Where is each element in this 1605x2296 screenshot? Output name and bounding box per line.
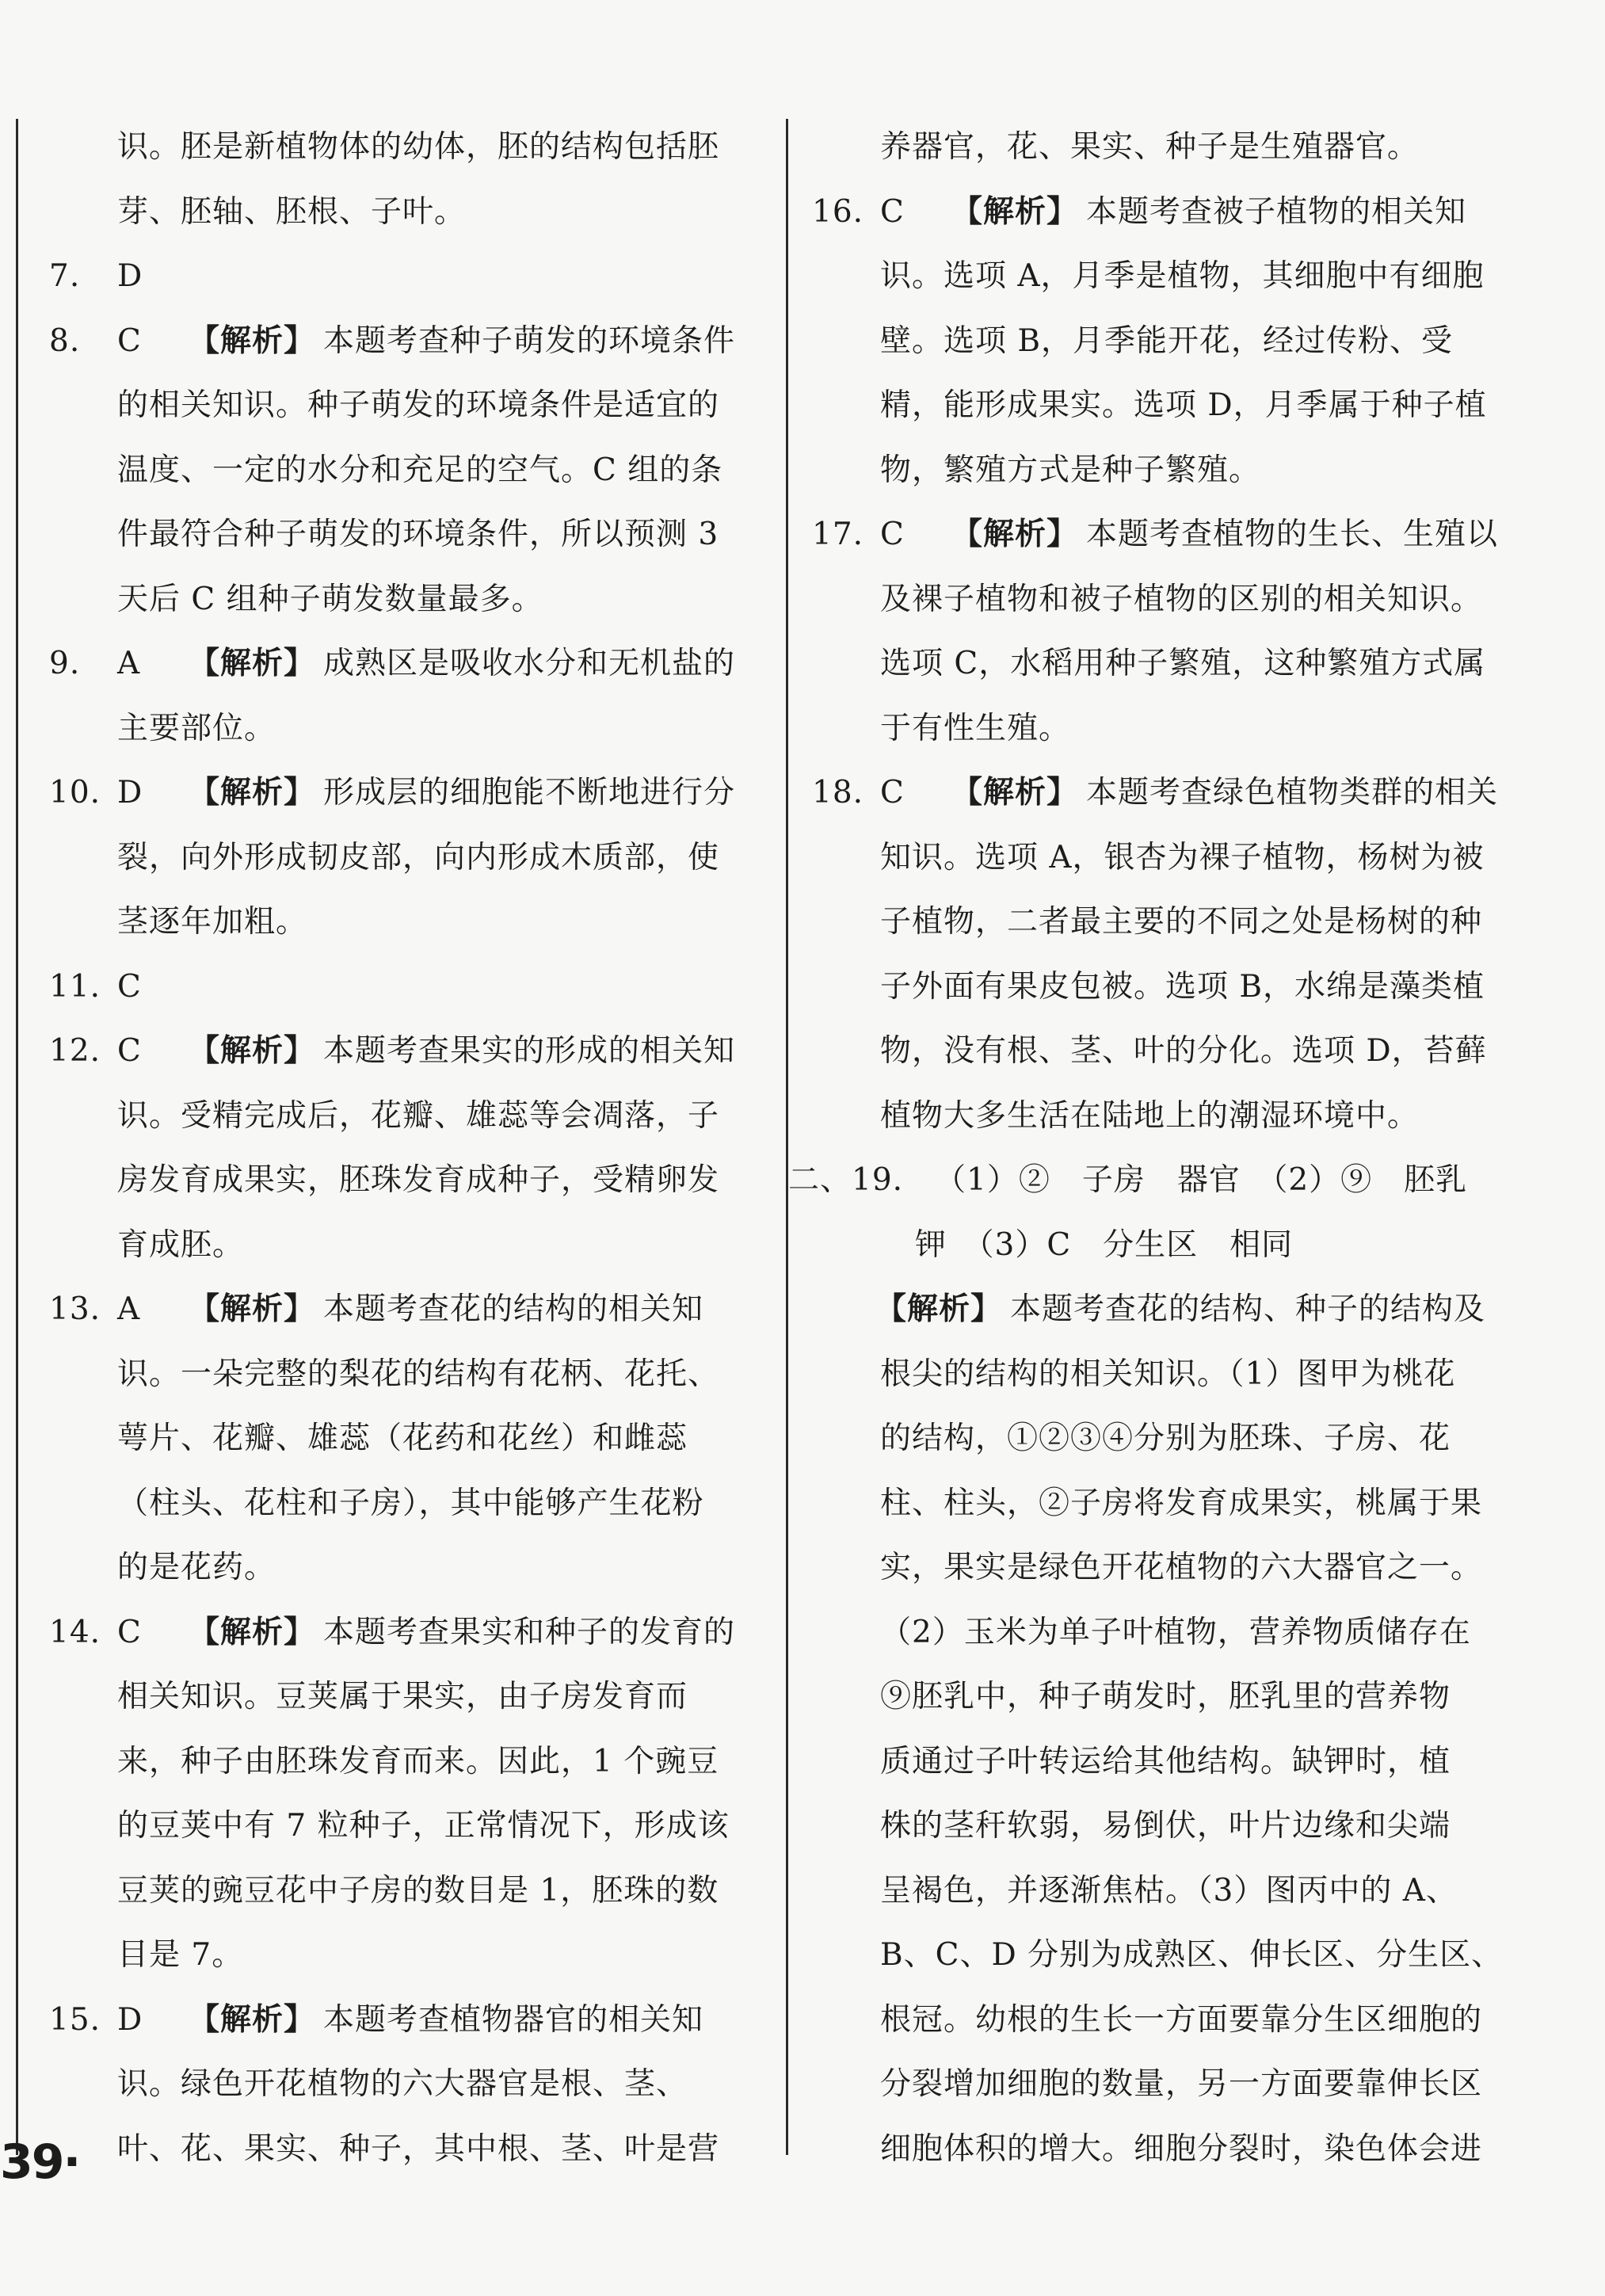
text-line: 呈褐色，并逐渐焦枯。（3）图丙中的 A、 [880,1872,1458,1909]
answer-letter: C [117,322,142,359]
text-line: 子植物，二者最主要的不同之处是杨树的种 [880,904,1483,940]
text-line: 识。一朵完整的梨花的结构有花柄、花托、 [117,1356,720,1392]
question-number: 9. [49,646,81,681]
text-line: 本题考查被子植物的相关知 [1086,193,1467,230]
answer-letter: D [117,775,143,810]
text-line: 育成胚。 [117,1226,245,1263]
answer-item-19 [788,1148,1549,1213]
text-line: 本题考查花的结构的相关知 [323,1291,704,1327]
analysis-tag: 【解析】 [875,1291,1003,1327]
question-number: 16. [812,193,864,230]
text-line: 细胞体积的增大。细胞分裂时，染色体会进 [880,2130,1483,2167]
text-line: 目是 7。 [117,1937,244,1973]
question-number: 12. [49,1033,101,1069]
text-line: 识。胚是新植物体的幼体，胚的结构包括胚 [117,129,720,165]
analysis-tag: 【解析】 [189,1291,316,1327]
text-line: 的相关知识。种子萌发的环境条件是适宜的 [117,387,720,423]
text-line: B、C、D 分别为成熟区、伸长区、分生区、 [880,1937,1504,1973]
question-number: 14. [49,1614,101,1650]
question-number: 15. [49,2001,101,2038]
answer-item-15 [49,1988,766,2053]
text-line: 本题考查果实和种子的发育的 [323,1614,736,1650]
text-line: 房发育成果实，胚珠发育成种子，受精卵发 [117,1162,720,1198]
text-line: 实，果实是绿色开花植物的六大器官之一。 [880,1550,1483,1585]
text-line: 株的茎秆软弱，易倒伏，叶片边缘和尖端 [880,1808,1451,1844]
text-line: 芽、胚轴、胚根、子叶。 [117,193,467,230]
text-line: 及裸子植物和被子植物的区别的相关知识。 [880,581,1483,617]
answer-item-12 [49,1019,766,1084]
text-line: 植物大多生活在陆地上的潮湿环境中。 [880,1097,1420,1134]
answer-letter: A [117,646,141,681]
text-line: 天后 C 组种子萌发数量最多。 [117,581,543,617]
column-divider [786,119,788,2155]
text-line: 于有性生殖。 [880,710,1071,746]
text-line: 裂，向外形成韧皮部，向内形成木质部，使 [117,839,720,875]
text-line: 本题考查种子萌发的环境条件 [323,322,736,359]
analysis-tag: 【解析】 [189,775,316,810]
text-line: 本题考查绿色植物类群的相关 [1086,775,1499,810]
question-number: 11. [49,968,101,1005]
answer-letter: C [117,1033,142,1069]
text-line: 养器官，花、果实、种子是生殖器官。 [880,129,1420,165]
answer-item-8 [49,309,766,374]
question-number: 8. [49,322,81,359]
text-line: 根冠。幼根的生长一方面要靠分生区细胞的 [880,2001,1483,2038]
question-number: 18. [812,775,864,810]
analysis-tag: 【解析】 [951,517,1079,552]
answer-letter: D [117,2001,143,2038]
analysis-tag: 【解析】 [189,646,316,681]
analysis-tag: 【解析】 [189,1033,316,1069]
analysis-tag: 【解析】 [189,1614,316,1650]
answer-letter: C [117,1614,142,1650]
question-number: 13. [49,1291,101,1327]
text-line: （2）玉米为单子叶植物，营养物质储存在 [880,1614,1471,1650]
text-line: 根尖的结构的相关知识。（1）图甲为桃花 [880,1356,1456,1392]
question-number: 二、19. [788,1162,904,1198]
answer-item-18 [812,761,1549,826]
text-line: 主要部位。 [117,710,276,746]
text-line: 精，能形成果实。选项 D，月季属于种子植 [880,387,1487,423]
question-number: 10. [49,775,101,810]
text-line: 识。选项 A，月季是植物，其细胞中有细胞 [880,258,1485,294]
text-line: 柱、柱头，②子房将发育成果实，桃属于果 [880,1485,1483,1521]
answer-item-11 [49,955,766,1020]
text-line: 质通过子叶转运给其他结构。缺钾时，植 [880,1743,1451,1779]
text-line: 物，繁殖方式是种子繁殖。 [880,452,1261,488]
text-line: 萼片、花瓣、雄蕊（花药和花丝）和雌蕊 [117,1421,688,1456]
text-line: 分裂增加细胞的数量，另一方面要靠伸长区 [880,2066,1483,2102]
text-line: 相关知识。豆荚属于果实，由子房发育而 [117,1679,688,1714]
text-line: 子外面有果皮包被。选项 B，水绵是藻类植 [880,968,1485,1005]
answer-letter: C [880,193,905,230]
right-column [788,115,1549,2181]
answer-item-7 [49,244,766,309]
answer-item-17 [812,502,1549,567]
text-line: ⑨胚乳中，种子萌发时，胚乳里的营养物 [880,1679,1451,1714]
text-line: 豆荚的豌豆花中子房的数目是 1，胚珠的数 [117,1872,719,1909]
answer-text: （1）② 子房 器官 （2）⑨ 胚乳 [935,1162,1468,1198]
answer-letter: C [117,968,142,1005]
analysis-tag: 【解析】 [189,322,316,359]
text-line: （柱头、花柱和子房），其中能够产生花粉 [117,1485,704,1521]
answer-item-14 [49,1600,766,1665]
text-line: 知识。选项 A，银杏为裸子植物，杨树为被 [880,839,1485,875]
analysis-line [812,1277,1549,1342]
text-line: 的豆荚中有 7 粒种子，正常情况下，形成该 [117,1808,730,1844]
text-line: 件最符合种子萌发的环境条件，所以预测 3 [117,517,719,552]
analysis-tag: 【解析】 [189,2001,316,2038]
page-number: 39· [0,2134,80,2190]
answer-item-16 [812,180,1549,245]
question-number: 7. [49,258,81,294]
answer-item-10 [49,761,766,826]
text-line: 识。绿色开花植物的六大器官是根、茎、 [117,2066,688,2102]
answer-letter: A [117,1291,141,1327]
text-line: 本题考查果实的形成的相关知 [323,1033,736,1069]
text-line: 本题考查植物器官的相关知 [323,2001,704,2038]
text-line: 识。受精完成后，花瓣、雄蕊等会凋落，子 [117,1097,720,1134]
text-line: 成熟区是吸收水分和无机盐的 [323,646,736,681]
text-line: 形成层的细胞能不断地进行分 [323,775,736,810]
text-line: 的是花药。 [117,1550,276,1585]
text-line: 本题考查花的结构、种子的结构及 [1010,1291,1486,1327]
question-number: 17. [812,517,864,552]
answer-text: 钾 （3）C 分生区 相同 [915,1226,1294,1263]
answer-letter: D [117,258,143,294]
text-line: 的结构，①②③④分别为胚珠、子房、花 [880,1421,1451,1456]
left-margin-rule [16,119,18,2155]
text-line: 温度、一定的水分和充足的空气。C 组的条 [117,452,723,488]
analysis-tag: 【解析】 [951,775,1079,810]
text-line: 茎逐年加粗。 [117,904,308,940]
text-line: 叶、花、果实、种子，其中根、茎、叶是营 [117,2130,720,2167]
text-line: 壁。选项 B，月季能开花，经过传粉、受 [880,322,1454,359]
text-line: 来，种子由胚珠发育而来。因此，1 个豌豆 [117,1743,719,1779]
answer-item-13 [49,1277,766,1342]
answer-letter: C [880,775,905,810]
answer-letter: C [880,517,905,552]
text-line: 物，没有根、茎、叶的分化。选项 D，苔藓 [880,1033,1487,1069]
left-column [49,115,766,2181]
text-line: 本题考查植物的生长、生殖以 [1086,517,1499,552]
analysis-tag: 【解析】 [951,193,1079,230]
answer-item-9 [49,631,766,696]
text-line: 选项 C，水稻用种子繁殖，这种繁殖方式属 [880,646,1486,681]
